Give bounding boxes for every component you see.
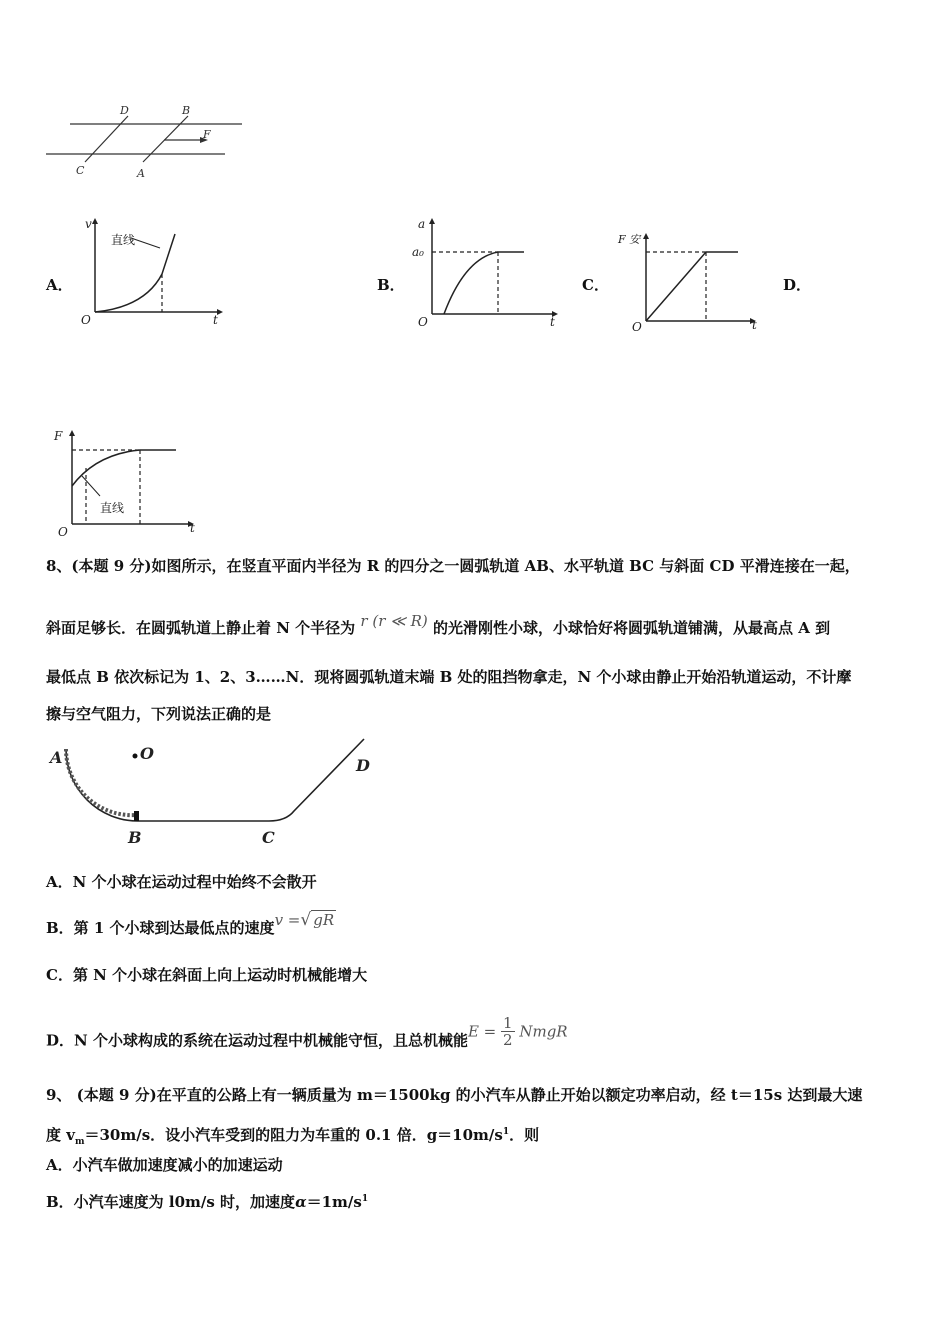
graph-b-origin: O xyxy=(418,315,428,329)
graph-c-xaxis: t xyxy=(752,318,757,332)
graph-b xyxy=(410,212,560,330)
q8-radius-math: r (r ≪ R) xyxy=(360,612,428,630)
q8-line3: 最低点 B 依次标记为 1、2、3……N．现将圆弧轨道末端 B 处的阻挡物拿走，N 个小球由静止开始沿轨道运动，不计摩 xyxy=(46,668,852,686)
q8-line2-b: 的光滑刚性小球，小球恰好将圆弧轨道铺满，从最高点 A 到 xyxy=(433,619,831,637)
q8-line1: 8、(本题 9 分)如图所示，在竖直平面内半径为 R 的四分之一圆弧轨道 AB、水平轨道 BC 与斜面 CD 平滑连接在一起， xyxy=(46,557,860,575)
option-b-label[interactable]: B． xyxy=(377,276,405,294)
option-c-label[interactable]: C． xyxy=(582,276,609,294)
label-C: C xyxy=(76,164,85,177)
q8-option-d-text: D．N 个小球构成的系统在运动过程中机械能守恒，且总机械能 xyxy=(46,1031,468,1050)
graph-a-yaxis: v xyxy=(85,217,92,231)
q9-line1: 9、 (本题 9 分)在平直的公路上有一辆质量为 m＝1500kg 的小汽车从静止开始以额定功率启动，经 t＝15s 达到最大速 xyxy=(46,1086,863,1104)
label-B: B xyxy=(182,104,191,117)
label-F: F xyxy=(203,128,211,141)
graph-a-xaxis: t xyxy=(213,313,218,327)
q8-option-b-math: v =√ gR xyxy=(274,910,335,930)
q9-option-a[interactable]: A．小汽车做加速度减小的加速运动 xyxy=(46,1156,283,1174)
graph-d-annotation: 直线 xyxy=(100,501,125,515)
graph-d-origin: O xyxy=(58,525,68,539)
label-D: D xyxy=(120,104,129,117)
q8-option-a[interactable]: A．N 个小球在运动过程中始终不会散开 xyxy=(46,873,317,891)
option-d-label[interactable]: D． xyxy=(783,276,812,294)
q9-line2: 度 $v_m=30m/s$．设小汽车受到的阻力为车重的 0.1 倍．$g=10m/s^1$．则 xyxy=(46,1126,540,1147)
q9-option-b[interactable]: B．小汽车速度为 l0m/s 时，加速度$\alpha=1m/s^1$ xyxy=(46,1193,369,1211)
q8-fig-C: C xyxy=(262,828,275,847)
graph-d-yaxis: F xyxy=(54,429,63,443)
option-a-label[interactable]: A． xyxy=(46,276,73,294)
q8-fig-A: A xyxy=(50,748,63,767)
q8-line2 xyxy=(46,612,831,638)
graph-c-yaxis: F 安 xyxy=(618,233,641,246)
q8-option-d-math: E = $\frac{1}{2}$ NmgR xyxy=(467,1014,568,1049)
q8-line2-a: 斜面足够长．在圆弧轨道上静止着 N 个半径为 xyxy=(46,619,356,637)
graph-b-level: a₀ xyxy=(412,245,424,259)
q8-fig-O: O xyxy=(140,744,154,763)
q8-fig-D: D xyxy=(356,756,370,775)
q8-option-c[interactable]: C．第 N 个小球在斜面上向上运动时机械能增大 xyxy=(46,966,368,984)
graph-a-origin: O xyxy=(81,313,91,327)
label-A: A xyxy=(137,167,145,180)
q8-line4: 擦与空气阻力，下列说法正确的是 xyxy=(46,705,272,723)
graph-d xyxy=(52,424,212,540)
q8-fig-B: B xyxy=(128,828,142,847)
q8-option-b-text: B．第 1 个小球到达最低点的速度 xyxy=(46,919,275,937)
graph-c-origin: O xyxy=(632,320,642,334)
graph-b-xaxis: t xyxy=(550,315,555,329)
q8-option-d[interactable] xyxy=(46,1014,568,1058)
q8-track-figure xyxy=(44,735,384,847)
graph-a xyxy=(75,212,225,327)
rails-figure xyxy=(40,100,250,185)
graph-a-annotation: 直线 xyxy=(111,233,136,247)
graph-c xyxy=(616,225,766,335)
graph-b-yaxis: a xyxy=(418,217,426,231)
graph-d-xaxis: t xyxy=(190,521,195,535)
q8-option-b[interactable] xyxy=(46,910,336,938)
